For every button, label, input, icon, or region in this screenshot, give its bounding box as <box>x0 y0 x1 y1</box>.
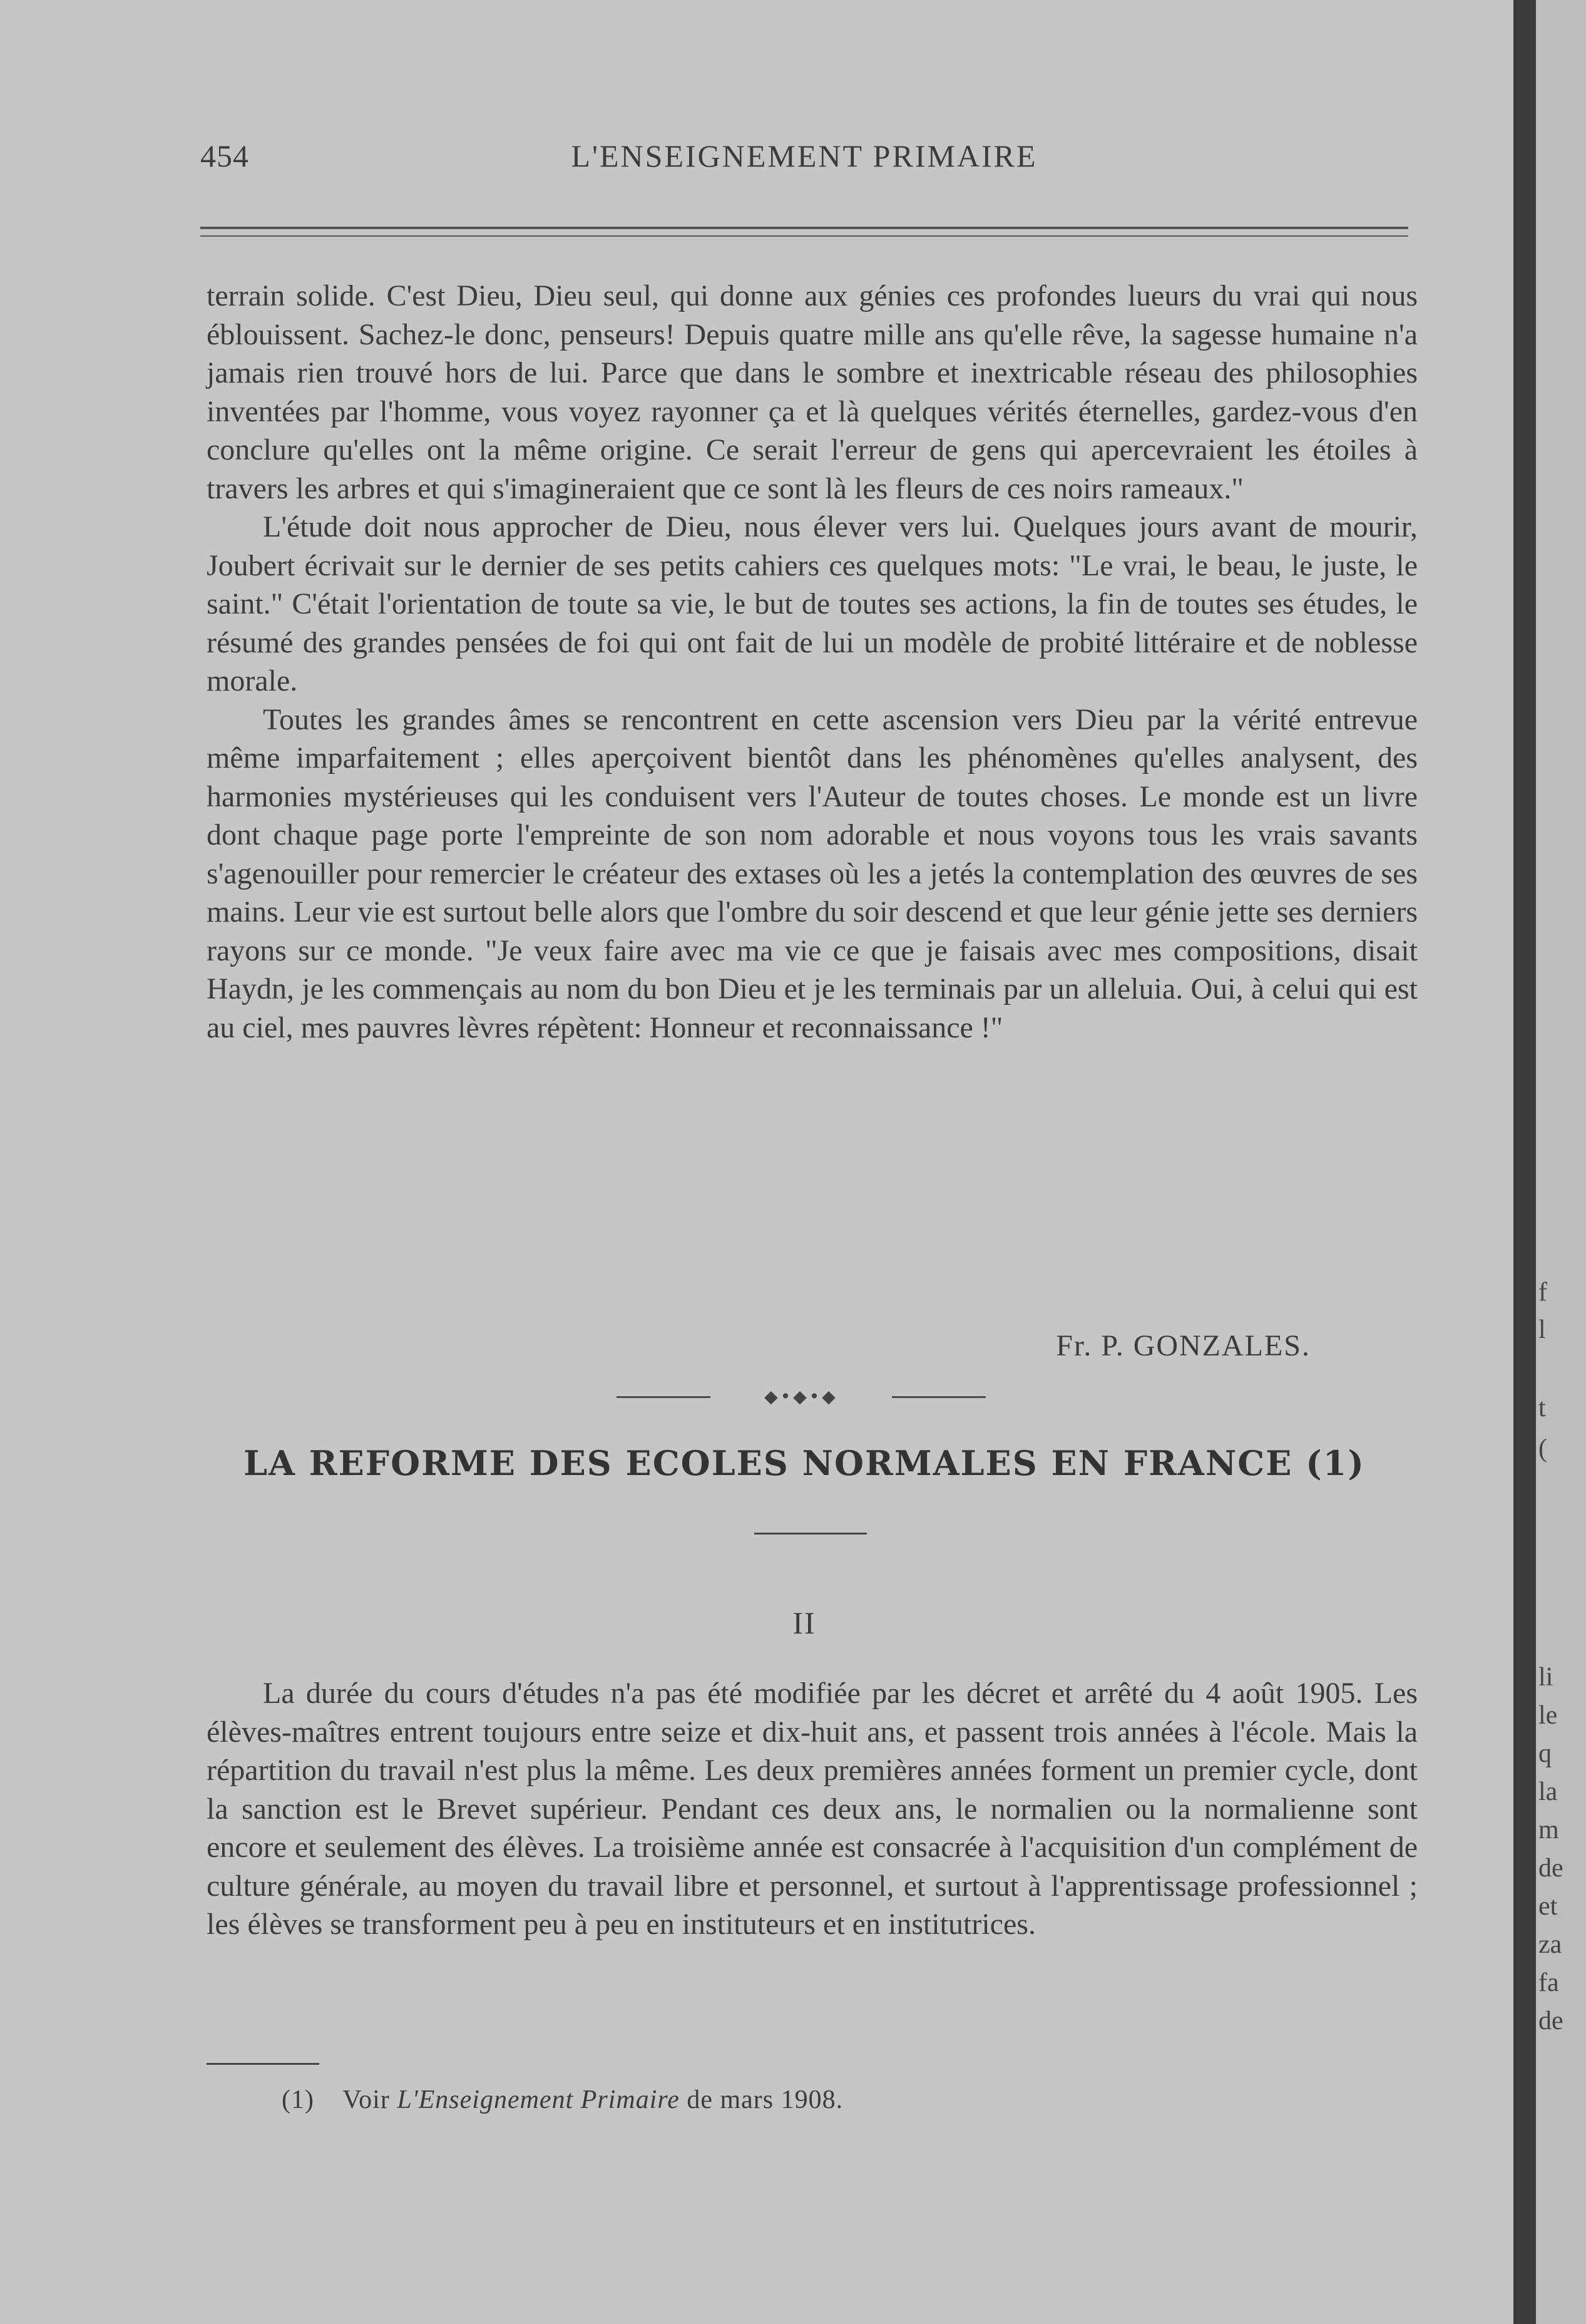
facing-page-text: f <box>1538 1278 1547 1307</box>
facing-page-text: t <box>1538 1394 1546 1422</box>
facing-page-text: la <box>1538 1777 1558 1806</box>
page-header <box>200 138 1408 182</box>
footnote-text: Voir <box>342 2085 390 2114</box>
page-number: 454 <box>200 138 249 173</box>
facing-page-text: l <box>1538 1315 1546 1344</box>
facing-page-text: za <box>1538 1930 1562 1959</box>
facing-page-text: li <box>1538 1663 1553 1692</box>
book-gutter <box>1513 0 1536 2324</box>
facing-page-text: le <box>1538 1701 1558 1730</box>
article-text <box>207 277 1418 1047</box>
facing-page-text: m <box>1538 1816 1559 1844</box>
paragraph: L'étude doit nous approcher de Dieu, nous élever vers lui. Quelques jours avant de mourir, Joubert écrivait sur le dernier de ses petits cahiers ces quelques mots: "Le vrai, le beau, le juste, le saint." C'était l'orientation de toute sa vie, le but de toutes ses actions, la fin de toutes ses études, le résumé des grandes pensées de foi qui ont fait de lui un modèle de probité littéraire et de noblesse morale. <box>207 510 1418 697</box>
ornament-icon: ◆•◆•◆ <box>764 1386 838 1407</box>
title-rule <box>754 1533 867 1535</box>
footnote-marker: (1) <box>282 2085 314 2114</box>
footnote <box>282 2085 843 2115</box>
ornamental-divider <box>616 1387 986 1406</box>
paragraph: La durée du cours d'études n'a pas été modifiée par les décret et arrêté du 4 août 1905. Les élèves-maîtres entrent toujours entre seize et dix-huit ans, et passent trois années à l'école. Mais la répartition du travail n'est plus la même. Les deux premières années forment un premier cycle, dont la sanction est le Brevet supérieur. Pendant ces deux ans, le normalien ou la normalienne sont encore et seulement des élèves. La troisième année est consacrée à l'acquisition d'un complément de culture générale, au moyen du travail libre et personnel, et surtout à l'apprentissage professionnel ; les élèves se transforment peu à peu en instituteurs et en institutrices. <box>207 1677 1418 1941</box>
facing-page-text: et <box>1538 1892 1558 1921</box>
header-rule-thin <box>200 235 1408 237</box>
facing-page-text: ( <box>1538 1434 1547 1463</box>
facing-page-text: de <box>1538 1854 1563 1883</box>
facing-page-text: fa <box>1538 1968 1559 1997</box>
footnote-italic-title: L'Enseignement Primaire <box>397 2085 680 2114</box>
footnote-text-end: de mars 1908. <box>687 2085 844 2114</box>
paragraph: terrain solide. C'est Dieu, Dieu seul, qui donne aux génies ces profondes lueurs du vrai qui nous éblouissent. Sachez-le donc, penseurs! Depuis quatre mille ans qu'elle rêve, la sagesse humaine n'a jamais rien trouvé hors de lui. Parce que dans le sombre et inextricable réseau des philosophies inventées par l'homme, vous voyez rayonner ça et là quelques vérités éternelles, gardez-vous d'en conclure qu'elles ont la même origine. Ce serait l'erreur de gens qui apercevraient les étoiles à travers les arbres et qui s'imagineraient que ce sont là les fleurs de ces noirs rameaux." <box>207 279 1418 505</box>
section-title: LA REFORME DES ECOLES NORMALES EN FRANCE (1) <box>243 1443 1365 1483</box>
facing-page-edge <box>1536 0 1586 2324</box>
section-text <box>207 1674 1418 1944</box>
running-title: L'ENSEIGNEMENT PRIMAIRE <box>571 138 1038 173</box>
header-rule-thick <box>200 227 1408 229</box>
section-number: II <box>792 1605 816 1640</box>
facing-page-text: q <box>1538 1739 1552 1768</box>
footnote-rule <box>207 2063 319 2065</box>
author-signature: Fr. P. GONZALES. <box>1056 1329 1311 1362</box>
facing-page-text: de <box>1538 2007 1563 2035</box>
paragraph: Toutes les grandes âmes se rencontrent en cette ascension vers Dieu par la vérité entrevue même imparfaitement ; elles aperçoivent bientôt dans les phénomènes qu'elles analysent, des harmonies mystérieuses qui les conduisent vers l'Auteur de toutes choses. Le monde est un livre dont chaque page porte l'empreinte de son nom adorable et nous voyons tous les vrais savants s'agenouiller pour remercier le créateur des extases où les a jetés la contemplation des œuvres de ses mains. Leur vie est surtout belle alors que l'ombre du soir descend et que leur génie jette ses derniers rayons sur ce monde. "Je veux faire avec ma vie ce que je faisais avec mes compositions, disait Haydn, je les commençais au nom du bon Dieu et je les terminais par un alleluia. Oui, à celui qui est au ciel, mes pauvres lèvres répètent: Honneur et reconnaissance !" <box>207 702 1418 1044</box>
